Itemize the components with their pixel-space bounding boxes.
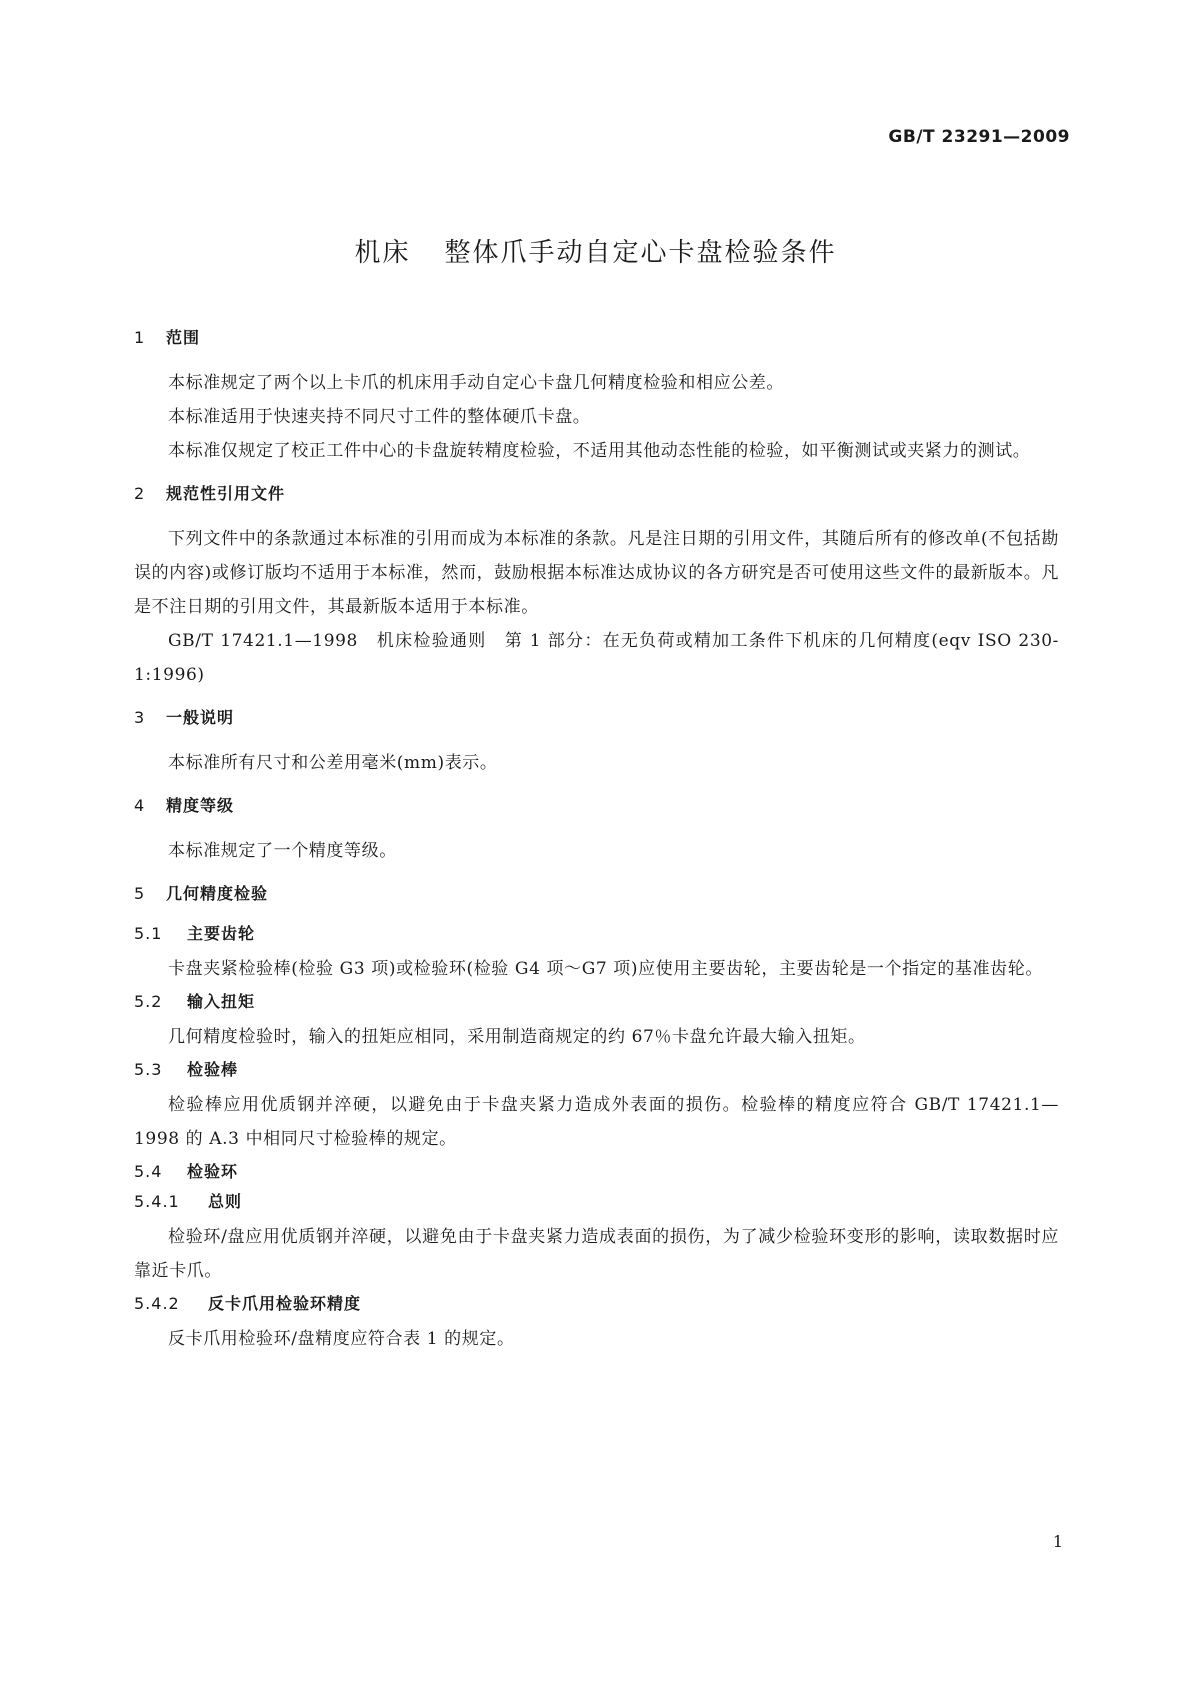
paragraph: 本标准规定了一个精度等级。	[168, 841, 397, 861]
subsection-title: 反卡爪用检验环精度	[208, 1294, 362, 1313]
paragraph: 本标准仅规定了校正工件中心的卡盘旋转精度检验，不适用其他动态性能的检验，如平衡测试或夹紧力的测试。	[168, 441, 1031, 461]
section-number: 3	[134, 708, 146, 727]
subsection-5-2-heading	[134, 990, 1059, 1014]
paragraph: 本标准所有尺寸和公差用毫米(mm)表示。	[168, 753, 498, 773]
paragraph: 几何精度检验时，输入的扭矩应相同，采用制造商规定的约 67％卡盘允许最大输入扭矩。	[168, 1027, 866, 1047]
subsection-number: 5.4	[134, 1162, 163, 1181]
paragraph: 检验棒应用优质钢并淬硬，以避免由于卡盘夹紧力造成外表面的损伤。检验棒的精度应符合 GB/T 17421.1—1998 的 A.3 中相同尺寸检验棒的规定。	[134, 1095, 1059, 1149]
subsection-5-4-heading	[134, 1160, 1059, 1184]
paragraph: 下列文件中的条款通过本标准的引用而成为本标准的条款。凡是注日期的引用文件，其随后所有的修改单(不包括勘误的内容)或修订版均不适用于本标准，然而，鼓励根据本标准达成协议的各方研究是否可使用这些文件的最新版本。凡是不注日期的引用文件，其最新版本适用于本标准。	[134, 529, 1059, 617]
subsection-number: 5.4.2	[134, 1294, 180, 1313]
subsection-5-3-heading	[134, 1058, 1059, 1082]
section-title: 精度等级	[166, 796, 235, 815]
subsection-5-4-1-heading	[134, 1190, 1059, 1214]
section-number: 2	[134, 484, 146, 503]
section-3-heading	[134, 706, 1059, 730]
subsection-title: 检验环	[187, 1162, 239, 1181]
section-number: 5	[134, 884, 146, 903]
section-1-heading	[134, 326, 1059, 350]
subsection-number: 5.2	[134, 992, 163, 1011]
section-5-heading	[134, 882, 1059, 906]
title-part-2: 整体爪手动自定心卡盘检验条件	[444, 238, 837, 268]
paragraph: 本标准规定了两个以上卡爪的机床用手动自定心卡盘几何精度检验和相应公差。	[168, 373, 784, 393]
paragraph: 反卡爪用检验环/盘精度应符合表 1 的规定。	[168, 1329, 515, 1349]
section-2-heading	[134, 482, 1059, 506]
subsection-title: 检验棒	[187, 1060, 239, 1079]
section-number: 1	[134, 328, 146, 347]
subsection-number: 5.1	[134, 924, 163, 943]
section-title: 范围	[166, 328, 201, 347]
subsection-title: 总则	[208, 1192, 243, 1211]
title-part-1: 机床	[354, 238, 411, 268]
subsection-title: 主要齿轮	[187, 924, 256, 943]
subsection-5-4-2-heading	[134, 1292, 1059, 1316]
paragraph: 检验环/盘应用优质钢并淬硬，以避免由于卡盘夹紧力造成表面的损伤，为了减少检验环变形的影响，读取数据时应靠近卡爪。	[134, 1227, 1059, 1281]
section-title: 几何精度检验	[166, 884, 269, 903]
standard-number: GB/T 23291—2009	[888, 127, 1070, 147]
page-number: 1	[1052, 1532, 1063, 1551]
section-title: 规范性引用文件	[166, 484, 286, 503]
section-4-heading	[134, 794, 1059, 818]
paragraph: 卡盘夹紧检验棒(检验 G3 项)或检验环(检验 G4 项～G7 项)应使用主要齿轮，主要齿轮是一个指定的基准齿轮。	[168, 959, 1043, 979]
subsection-title: 输入扭矩	[187, 992, 256, 1011]
normative-reference: GB/T 17421.1—1998 机床检验通则 第 1 部分：在无负荷或精加工条件下机床的几何精度(eqv ISO 230-1:1996)	[134, 631, 1059, 685]
subsection-number: 5.3	[134, 1060, 163, 1079]
section-title: 一般说明	[166, 708, 235, 727]
subsection-number: 5.4.1	[134, 1192, 180, 1211]
document-body	[134, 326, 1059, 1356]
section-number: 4	[134, 796, 146, 815]
subsection-5-1-heading	[134, 922, 1059, 946]
document-title	[0, 232, 1191, 269]
paragraph: 本标准适用于快速夹持不同尺寸工件的整体硬爪卡盘。	[168, 407, 591, 427]
